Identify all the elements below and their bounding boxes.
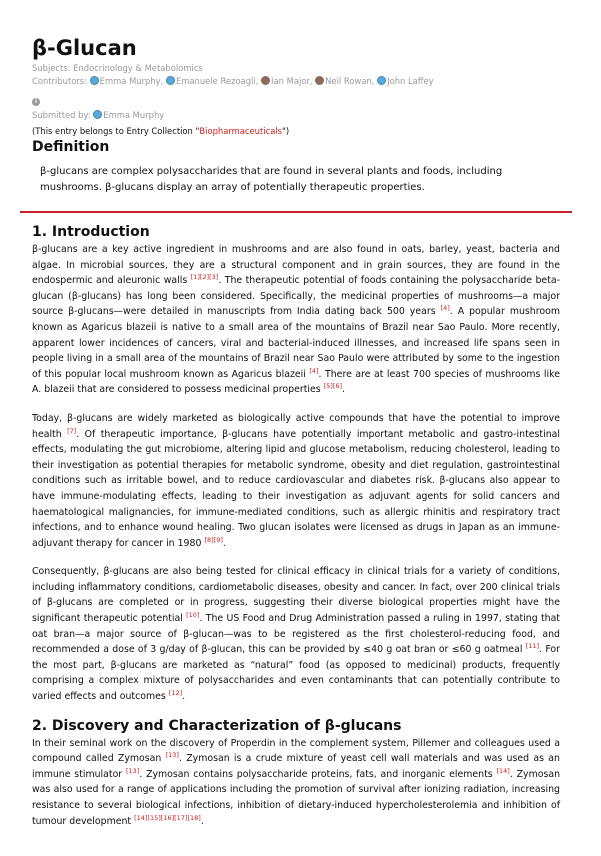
- article-header: [32, 36, 572, 138]
- citation-link[interactable]: [8]: [204, 535, 214, 544]
- definition-heading: Definition: [32, 139, 110, 155]
- submitted-label: Submitted by:: [32, 110, 91, 120]
- definition-text: β-glucans are complex polysaccharides that are found in several plants and foods, including mushrooms. β-glucans display an array of potentially therapeutic properties.: [40, 166, 503, 193]
- contributors-label: Contributors:: [32, 76, 87, 86]
- section-heading-discovery: 2. Discovery and Characterization of β-glucans: [32, 717, 402, 734]
- contributor-link[interactable]: Emanuele Rezoagli: [175, 76, 256, 86]
- paragraph: Today, β-glucans are widely marketed as biologically active compounds that have the potential to improve health [7]. Of therapeutic importance, β-glucans have potentially important metabolic and gastro-intestinal effects, modulating the gut microbiome, altering lipid and glucose metabolism, reducing cholesterol, leading to their investigation as potential therapies for metabolic syndrome, obesity and diet regulation, gastrointestinal conditions such as irritable bowel, and to reduce cardiovascular and diabetes risk. β-glucans also appear to have immune-modulating effects, leading to their investigation as adjuvant agents for solid cancers and haematological malignancies, for immune-mediated conditions, such as allergic rhinitis and respiratory tract infections, and to enhance wound healing. Two glucan isolates were licensed as drugs in Japan as an immune-adjuvant therapy for cancer in 1980 [8][9].: [32, 412, 560, 549]
- citation-link[interactable]: [4]: [440, 304, 450, 313]
- paragraph: Consequently, β-glucans are also being tested for clinical efficacy in clinical trials for a variety of conditions, including inflammatory conditions, cardiometabolic diseases, obesity and cancer. In fact, over 200 clinical trials of β-glucans are completed or in progress, suggesting their diverse biological properties might have the significant therapeutic potential [10]. The US Food and Drug Administration passed a ruling in 1997, stating that oat bran—a major source of β-glucan—was to be registered as the first cholesterol-reducing food, and recommended a dose of 3 g/day of β-glucan, this can be provided by ≤40 g oat bran or ≤60 g oatmeal [11]. For the most part, β-glucans are marketed as “natural” food (as opposed to medicinal) products, frequently comprising a complex mixture of polysaccharides and even contaminants that can potentially contribute to varied effects and outcomes [12].: [32, 566, 561, 703]
- user-avatar-icon: [261, 76, 270, 85]
- paragraph: In their seminal work on the discovery of Properdin in the complement system, Pillemer and colleagues used a compound called Zymosan [13]. Zymosan is a crude mixture of yeast cell wall materials and was used as an immune stimulator [13]. Zymosan contains polysaccharide proteins, fats, and inorganic elements [14]. Zymosan was also used for a range of applications including the promotion of survival after ionizing radiation, increasing resistance to several biological infections, inhibition of dietary-induced hypercholesterolemia and inhibition of tumour development [14][15][16][17][18].: [32, 737, 561, 827]
- paragraph: β-glucans are a key active ingredient in mushrooms and are also found in oats, barley, yeast, bacteria and algae. In microbial sources, they are a structural component and in grain sources, they are found in the endospermic and aleuronic walls [1][2][3]. The therapeutic potential of foods containing the polysaccharide beta-glucan (β-glucans) has long been considered. Specifically, the medicinal properties of mushrooms—a major source β-glucans—were detailed in manuscripts from India dating back 500 years [4]. A popular mushroom known as Agaricus blazeii is native to a small area of the mountains of Brazil near Sao Paulo. More recently, apparent lower incidences of cancers, viral and bacterial-induced illnesses, and increased life spans seen in people living in a small area of the mountains of Brazil near Sao Paulo were attributed by some to the ingestion of this popular local mushroom known as Agaricus blazeii [4]. There are at least 700 species of mushrooms like A. blazeii that are considered to possess medicinal properties [5][6].: [32, 244, 560, 396]
- citation-link[interactable]: [4]: [309, 366, 319, 375]
- citation-link[interactable]: [11]: [525, 642, 540, 651]
- submitted-by-line: [32, 109, 572, 122]
- citation-link[interactable]: [7]: [67, 426, 77, 435]
- contributor-link[interactable]: Ian Major: [271, 76, 310, 86]
- contributors-line: Contributors: Emma Murphy, Emanuele Rezoagli, Ian Major, Neil Rowan, John Laffey: [32, 76, 434, 86]
- citation-link[interactable]: [16]: [160, 813, 175, 822]
- citation-link[interactable]: [3]: [209, 273, 219, 282]
- citation-link[interactable]: [10]: [186, 610, 200, 619]
- contributor-link[interactable]: John Laffey: [387, 76, 434, 86]
- citation-link[interactable]: [12]: [168, 688, 183, 697]
- citation-link[interactable]: [18]: [187, 813, 201, 822]
- citation-link[interactable]: [17]: [174, 813, 188, 822]
- citation-link[interactable]: [14]: [134, 813, 148, 822]
- user-avatar-icon: [93, 110, 102, 119]
- citation-link[interactable]: [13]: [125, 766, 140, 775]
- user-avatar-icon: [166, 76, 175, 85]
- page-title: β-Glucan: [32, 36, 137, 60]
- submitter-link[interactable]: Emma Murphy: [103, 110, 165, 120]
- citation-link[interactable]: [6]: [332, 382, 343, 391]
- user-avatar-icon: [315, 76, 324, 85]
- section-divider: [20, 211, 572, 213]
- citation-link[interactable]: [9]: [213, 535, 223, 544]
- citation-link[interactable]: [5]: [323, 382, 333, 391]
- info-icon[interactable]: i: [32, 98, 40, 106]
- user-avatar-icon: [377, 76, 386, 85]
- citation-link[interactable]: [13]: [165, 751, 179, 760]
- collection-link[interactable]: Biopharmaceuticals: [199, 126, 283, 136]
- collection-note: (This entry belongs to Entry Collection "Biopharmaceuticals"): [32, 126, 290, 136]
- subjects-line[interactable]: Subjects: Endocrinology & Metabolomics: [32, 63, 203, 73]
- citation-link[interactable]: [14]: [496, 766, 510, 775]
- contributor-link[interactable]: Neil Rowan: [325, 76, 372, 86]
- citation-link[interactable]: [1]: [190, 273, 200, 282]
- contributor-link[interactable]: Emma Murphy: [99, 76, 161, 86]
- article-body: [32, 224, 560, 842]
- citation-link[interactable]: [15]: [147, 813, 161, 822]
- citation-link[interactable]: [2]: [199, 273, 210, 282]
- section-heading-introduction: 1. Introduction: [32, 224, 150, 240]
- user-avatar-icon: [90, 76, 99, 85]
